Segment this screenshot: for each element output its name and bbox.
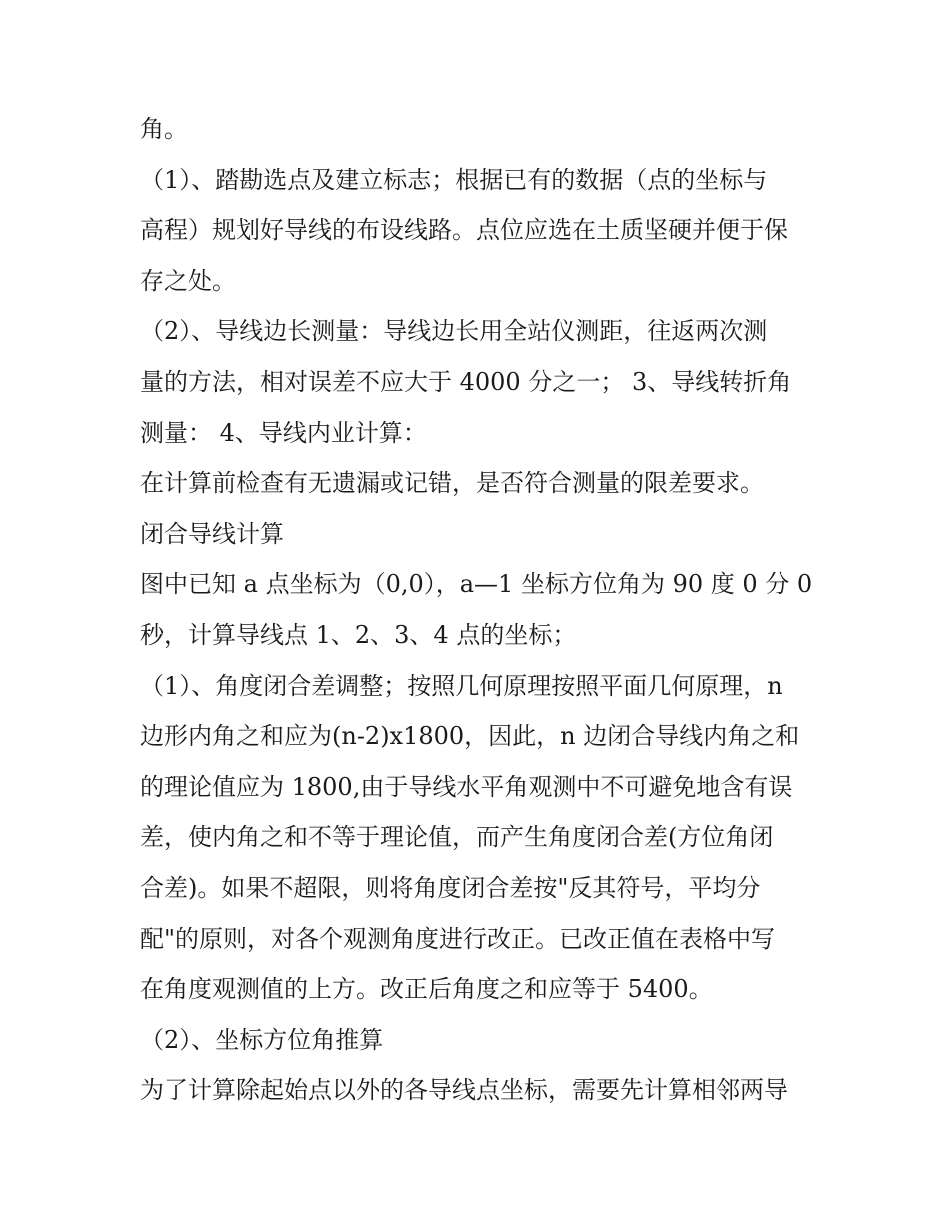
text-line: 在计算前检查有无遗漏或记错，是否符合测量的限差要求。 <box>140 469 764 498</box>
text-line: （2）、导线边长测量：导线边长用全站仪测距，往返两次测 <box>140 317 768 346</box>
text-line: 合差)。如果不超限，则将角度闭合差按"反其符号，平均分 <box>140 873 761 902</box>
text-line: 在角度观测值的上方。改正后角度之和应等于 5400。 <box>140 975 713 1004</box>
text-line: 边形内角之和应为(n-2)x1800，因此，n 边闭合导线内角之和 <box>140 722 800 751</box>
text-line: 图中已知 a 点坐标为（0,0），a—1 坐标方位角为 90 度 0 分 0 <box>140 570 813 599</box>
text-line: （2）、坐标方位角推算 <box>140 1025 384 1054</box>
text-line: 的理论值应为 1800,由于导线水平角观测中不可避免地含有误 <box>140 772 793 801</box>
text-line: 为了计算除起始点以外的各导线点坐标，需要先计算相邻两导 <box>140 1076 788 1105</box>
section-heading: 闭合导线计算 <box>140 519 284 548</box>
text-line: 测量： 4、导线内业计算： <box>140 418 427 447</box>
text-line: （1）、角度闭合差调整；按照几何原理按照平面几何原理，n <box>140 671 783 700</box>
text-line: 量的方法，相对误差不应大于 4000 分之一； 3、导线转折角 <box>140 367 792 396</box>
text-line: 秒，计算导线点 1、2、3、4 点的坐标； <box>140 620 577 649</box>
text-line: 存之处。 <box>140 266 236 295</box>
text-line: 高程）规划好导线的布设线路。点位应选在土质坚硬并便于保 <box>140 216 788 245</box>
text-line: 配"的原则，对各个观测角度进行改正。已改正值在表格中写 <box>140 924 776 953</box>
text-line: 角。 <box>140 115 188 143</box>
text-line: 差，使内角之和不等于理论值，而产生角度闭合差(方位角闭 <box>140 823 774 852</box>
text-line: （1）、踏勘选点及建立标志；根据已有的数据（点的坐标与 <box>140 165 768 194</box>
document-body <box>140 104 820 1116</box>
